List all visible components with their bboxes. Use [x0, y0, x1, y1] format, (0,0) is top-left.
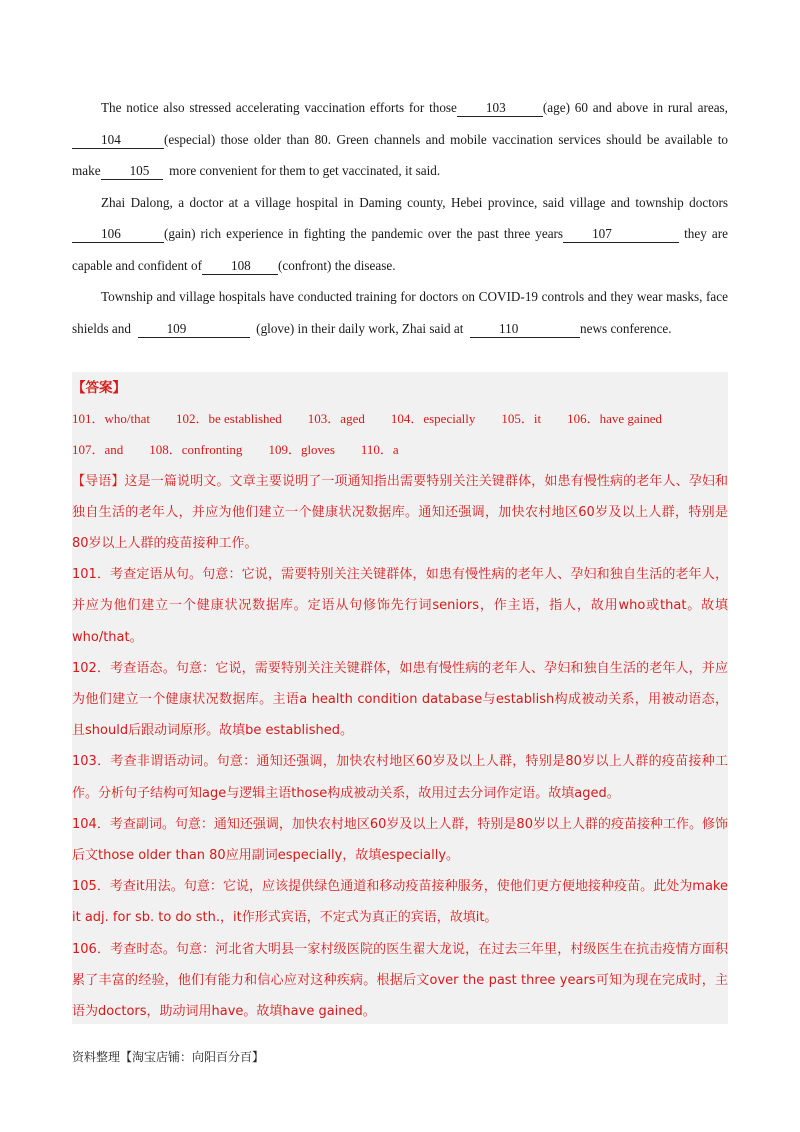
- paragraph-3: [72, 281, 728, 344]
- passage-text: news conference.: [580, 320, 672, 336]
- answer-section: [72, 372, 728, 1024]
- passage-text: The notice also stressed accelerating vaccination efforts for those: [101, 100, 457, 115]
- answer-row-1: [72, 403, 728, 434]
- passage-text: (gain) rich experience in fighting the pandemic over the past three years: [164, 226, 564, 241]
- footer-source: 资料整理【淘宝店铺：向阳百分百】: [72, 1050, 265, 1064]
- answer-title-line: [72, 372, 728, 403]
- explanation-103: 103．考查非谓语动词。句意：通知还强调，加快农村地区60岁及以上人群，特别是80岁以上人群的疫苗接种工作。分析句子结构可知age与逻辑主语those构成被动关系，故用过去分词作定语。故填aged。: [72, 754, 728, 801]
- explanation-101: 101．考查定语从句。句意：它说，需要特别关注关键群体，如患有慢性病的老年人、孕妇和独自生活的老年人，并应为他们建立一个健康状况数据库。定语从句修饰先行词seniors，作主语，指人，故用who或that。故填who/that。: [72, 567, 728, 645]
- answer-107: 107．and: [72, 442, 124, 458]
- answer-108: 108．confronting: [149, 442, 243, 458]
- blank-108: 108: [202, 258, 278, 275]
- explanation-106: 106．考查时态。句意：河北省大明县一家村级医院的医生翟大龙说，在过去三年里，村级医生在抗击疫情方面积累了丰富的经验，他们有能力和信心应对这种疾病。根据后文over the past three years可知为现在完成时，主语为doctors，助动词用have。故填have gained。: [72, 941, 728, 1020]
- guide-text: 【导语】这是一篇说明文。文章主要说明了一项通知指出需要特别关注关键群体，如患有慢性病的老年人、孕妇和独自生活的老年人，并应为他们建立一个健康状况数据库。通知还强调，加快农村地区60岁及以上人群，特别是80岁以上人群的疫苗接种工作。: [72, 473, 728, 551]
- answer-title: 【答案】: [72, 380, 126, 396]
- blank-105: 105: [101, 163, 163, 180]
- answer-105: 105．it: [501, 411, 542, 427]
- paragraph-2: [72, 187, 728, 282]
- passage-text: (glove) in their daily work, Zhai said at: [256, 320, 464, 336]
- explanation-104: 104．考查副词。句意：通知还强调，加快农村地区60岁及以上人群，特别是80岁以上人群的疫苗接种工作。修饰后文those older than 80应用副词especially，故填especially。: [72, 816, 728, 863]
- answer-102: 102．be established: [176, 411, 282, 427]
- paragraph-1: [72, 92, 728, 187]
- answer-106: 106．have gained: [567, 411, 663, 427]
- passage-text: they are capable and confident of: [72, 226, 728, 273]
- explanation-105: 105．考查it用法。句意：它说，应该提供绿色通道和移动疫苗接种服务，使他们更方便地接种疫苗。此处为make it adj. for sb. to do sth.，it作形式宾语，不定式为真正的宾语，故填it。: [72, 879, 728, 926]
- passage-text: (age) 60 and above in rural areas,: [542, 100, 728, 115]
- answer-110: 110．a: [360, 442, 399, 458]
- blank-110: 110: [470, 321, 580, 338]
- blank-104: 104: [72, 132, 164, 149]
- explanation-102: 102．考查语态。句意：它说，需要特别关注关键群体，如患有慢性病的老年人、孕妇和独自生活的老年人，并应为他们建立一个健康状况数据库。主语a health condition database与establish构成被动关系，用被动语态，且should后跟动词原形。故填be established。: [72, 660, 728, 739]
- passage-text: more convenient for them to get vaccinated, it said.: [169, 163, 441, 178]
- blank-109: 109: [138, 321, 250, 338]
- passage-text: Township and village hospitals have conducted training for doctors on COVID-19 controls and they wear masks, face shields and: [72, 289, 728, 336]
- passage-text: Zhai Dalong, a doctor at a village hospital in Daming county, Hebei province, said village and township doctors: [101, 194, 728, 210]
- passage-text: (confront) the disease.: [277, 257, 396, 273]
- passage: [72, 92, 728, 344]
- answer-103: 103．aged: [307, 411, 365, 427]
- blank-106: 106: [72, 226, 164, 243]
- answer-109: 109．gloves: [268, 442, 335, 458]
- answer-row-2: [72, 434, 728, 465]
- answer-104: 104．especially: [390, 411, 476, 427]
- answer-101: 101．who/that: [72, 411, 150, 427]
- blank-107: 107: [563, 226, 679, 243]
- passage-text: (especial) those older than 80. Green channels and mobile vaccination services should be available to make: [72, 131, 728, 178]
- blank-103: 103: [457, 100, 543, 117]
